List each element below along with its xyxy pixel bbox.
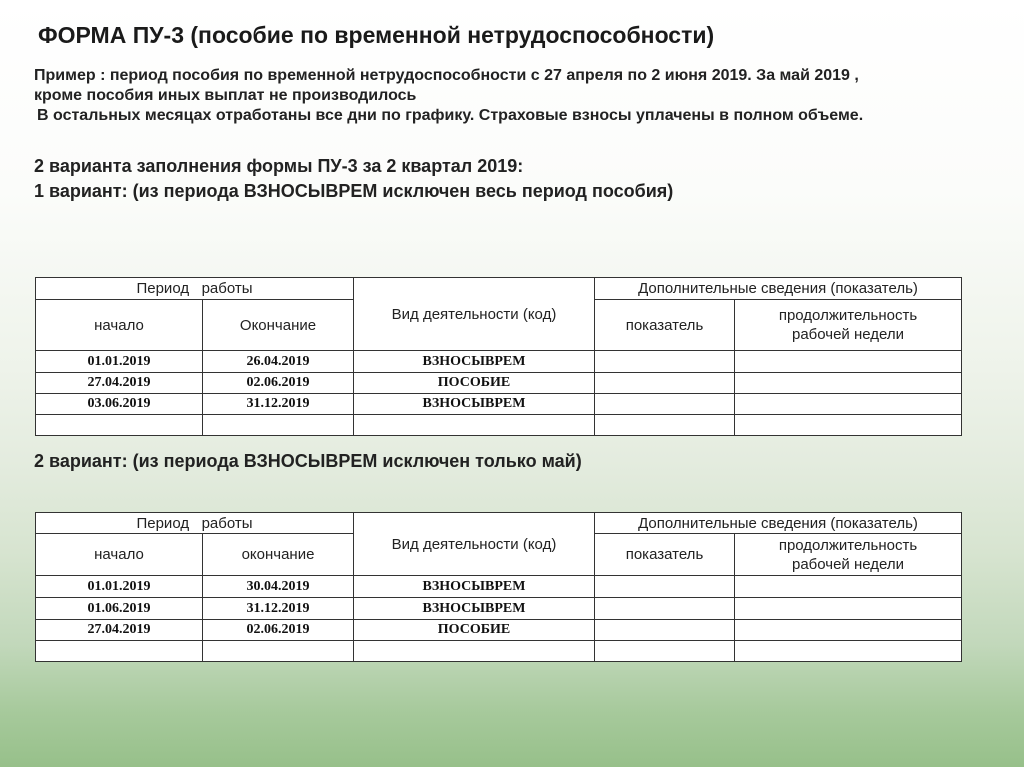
indicator-header: показатель (595, 300, 735, 351)
indicator-cell (595, 394, 735, 415)
indicator-cell (595, 641, 735, 662)
end-cell (203, 415, 354, 436)
table-row (36, 598, 962, 620)
week-cell (735, 394, 962, 415)
start-cell: 01.01.2019 (36, 351, 203, 373)
start-cell: 27.04.2019 (36, 620, 203, 641)
end-header: Окончание (203, 300, 354, 351)
table-row (36, 620, 962, 641)
week-cell (735, 641, 962, 662)
table-row (36, 576, 962, 598)
week-duration-header: продолжительность рабочей недели (735, 534, 962, 576)
indicator-cell (595, 415, 735, 436)
indicator-header: показатель (595, 534, 735, 576)
variants-block (34, 154, 673, 204)
code-cell: ВЗНОСЫВРЕМ (354, 394, 595, 415)
table-row (36, 415, 962, 436)
start-cell (36, 641, 203, 662)
table-row (36, 373, 962, 394)
start-cell: 01.06.2019 (36, 598, 203, 620)
code-cell: ВЗНОСЫВРЕМ (354, 576, 595, 598)
indicator-cell (595, 576, 735, 598)
week-cell (735, 576, 962, 598)
indicator-cell (595, 598, 735, 620)
table-row (36, 351, 962, 373)
week-cell (735, 598, 962, 620)
end-cell: 02.06.2019 (203, 373, 354, 394)
code-cell (354, 641, 595, 662)
week-cell (735, 415, 962, 436)
end-cell: 31.12.2019 (203, 598, 354, 620)
intro-line-1: Пример : период пособия по временной нетрудоспособности с 27 апреля по 2 июня 2019. За май 2019 , (34, 67, 859, 84)
additional-info-header: Дополнительные сведения (показатель) (595, 513, 962, 534)
indicator-cell (595, 620, 735, 641)
indicator-cell (595, 373, 735, 394)
variant1-table (35, 277, 962, 436)
week-duration-header: продолжительность рабочей недели (735, 300, 962, 351)
end-cell: 02.06.2019 (203, 620, 354, 641)
code-cell: ПОСОБИЕ (354, 373, 595, 394)
code-cell: ВЗНОСЫВРЕМ (354, 598, 595, 620)
week-cell (735, 620, 962, 641)
start-cell (36, 415, 203, 436)
indicator-cell (595, 351, 735, 373)
activity-code-header: Вид деятельности (код) (354, 513, 595, 576)
start-cell: 27.04.2019 (36, 373, 203, 394)
activity-code-header: Вид деятельности (код) (354, 278, 595, 351)
variant2-heading: 2 вариант: (из периода ВЗНОСЫВРЕМ исключен только май) (34, 451, 582, 471)
end-cell: 26.04.2019 (203, 351, 354, 373)
code-cell: ПОСОБИЕ (354, 620, 595, 641)
end-cell (203, 641, 354, 662)
start-cell: 01.01.2019 (36, 576, 203, 598)
start-cell: 03.06.2019 (36, 394, 203, 415)
week-cell (735, 351, 962, 373)
start-header: начало (36, 300, 203, 351)
period-header: Период работы (36, 278, 354, 300)
end-cell: 31.12.2019 (203, 394, 354, 415)
code-cell: ВЗНОСЫВРЕМ (354, 351, 595, 373)
variants-heading: 2 варианта заполнения формы ПУ-3 за 2 квартал 2019: (34, 156, 524, 176)
variant2-table (35, 512, 962, 662)
table-row (36, 641, 962, 662)
example-description (34, 66, 1009, 126)
table-row (36, 394, 962, 415)
intro-line-3: В остальных месяцах отработаны все дни по графику. Страховые взносы уплачены в полном объеме. (37, 107, 864, 124)
additional-info-header: Дополнительные сведения (показатель) (595, 278, 962, 300)
week-cell (735, 373, 962, 394)
variant1-heading: 1 вариант: (из периода ВЗНОСЫВРЕМ исключен весь период пособия) (34, 181, 674, 201)
end-header: окончание (203, 534, 354, 576)
page-title: ФОРМА ПУ-3 (пособие по временной нетрудоспособности) (38, 22, 715, 48)
period-header: Период работы (36, 513, 354, 534)
end-cell: 30.04.2019 (203, 576, 354, 598)
code-cell (354, 415, 595, 436)
intro-line-2: кроме пособия иных выплат не производилось (34, 87, 417, 104)
start-header: начало (36, 534, 203, 576)
